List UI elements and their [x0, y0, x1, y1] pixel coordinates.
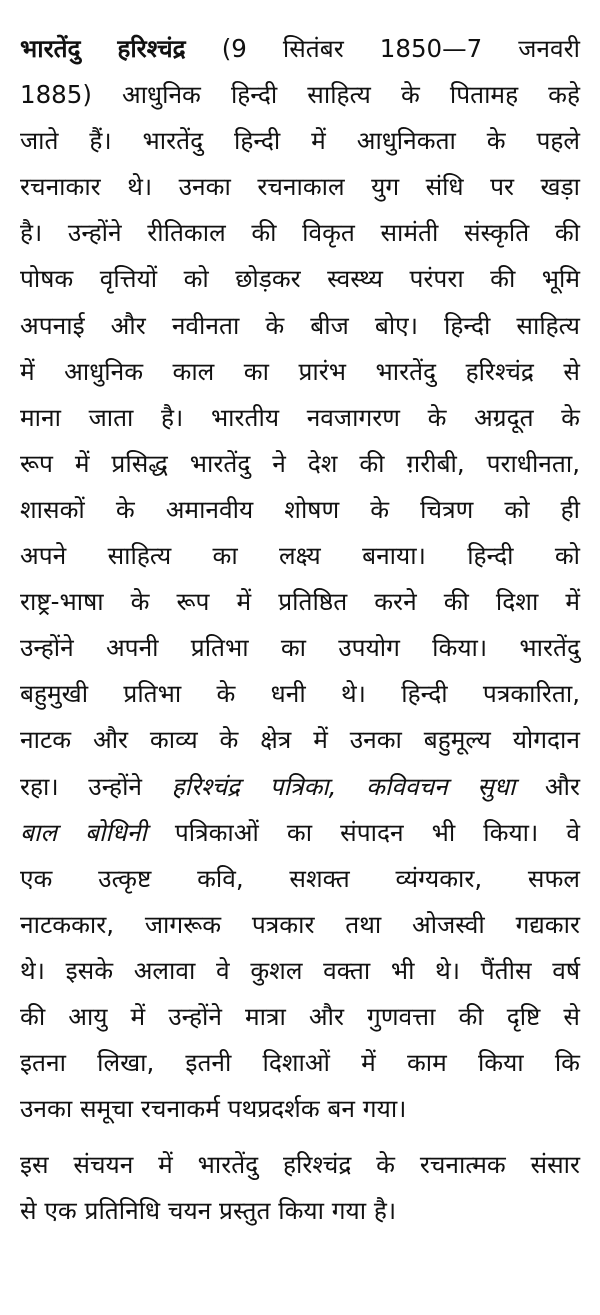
text-line: राष्ट्र-भाषा के रूप में प्रतिष्ठित करने की दिशा में: [20, 587, 580, 617]
text-fragment: पत्रिकाओं का संपादन भी किया। वे: [146, 817, 580, 847]
text-line: एक उत्कृष्ट कवि, सशक्त व्यंग्यकार, सफल: [20, 863, 580, 893]
paragraph-gap: [20, 1132, 580, 1142]
text-line: [20, 26, 580, 72]
text-line: नाटक और काव्य के क्षेत्र में उनका बहुमूल्य योगदान: [20, 725, 580, 755]
text-line: नाटककार, जागरूक पत्रकार तथा ओजस्वी गद्यकार: [20, 909, 580, 939]
text-line: की आयु में उन्होंने मात्रा और गुणवत्ता की दृष्टि से: [20, 1001, 580, 1031]
text-line: 1885) आधुनिक हिन्दी साहित्य के पितामह कहे: [20, 80, 580, 110]
magazine-title: बाल बोधिनी: [20, 817, 147, 847]
text-line: शासकों के अमानवीय शोषण के चित्रण को ही: [20, 494, 580, 524]
text-fragment: रहा। उन्होंने: [20, 771, 172, 801]
text-line: [20, 764, 580, 810]
text-line: इतना लिखा, इतनी दिशाओं में काम किया कि: [20, 1048, 580, 1078]
author-dates: (9 सितंबर 1850—7 जनवरी: [185, 34, 580, 63]
text-line: [20, 810, 580, 856]
text-fragment: और: [515, 771, 580, 801]
text-line: से एक प्रतिनिधि चयन प्रस्तुत किया गया है।: [20, 1196, 397, 1226]
text-line: में आधुनिक काल का प्रारंभ भारतेंदु हरिश्चंद्र से: [20, 356, 580, 386]
compilation-paragraph: [20, 1142, 580, 1234]
text-line: थे। इसके अलावा वे कुशल वक्ता भी थे। पैंतीस वर्ष: [20, 955, 580, 985]
text-line: माना जाता है। भारतीय नवजागरण के अग्रदूत के: [20, 402, 580, 432]
text-line: उन्होंने अपनी प्रतिभा का उपयोग किया। भारतेंदु: [20, 633, 580, 663]
text-line: बहुमुखी प्रतिभा के धनी थे। हिन्दी पत्रकारिता,: [20, 679, 580, 709]
text-line: रचनाकार थे। उनका रचनाकाल युग संधि पर खड़ा: [20, 172, 580, 202]
text-line: इस संचयन में भारतेंदु हरिश्चंद्र के रचनात्मक संसार: [20, 1150, 580, 1180]
text-line: पोषक वृत्तियों को छोड़कर स्वस्थ्य परंपरा की भूमि: [20, 264, 580, 294]
text-line: उनका समूचा रचनाकर्म पथप्रदर्शक बन गया।: [20, 1094, 407, 1124]
text-line: रूप में प्रसिद्ध भारतेंदु ने देश की ग़रीबी, पराधीनता,: [20, 448, 580, 478]
author-name: भारतेंदु हरिश्चंद्र: [20, 34, 186, 63]
biography-paragraph: [20, 26, 580, 1132]
text-line: अपनाई और नवीनता के बीज बोए। हिन्दी साहित्य: [20, 310, 580, 340]
text-line: है। उन्होंने रीतिकाल की विकृत सामंती संस्कृति की: [20, 218, 580, 248]
text-line: जाते हैं। भारतेंदु हिन्दी में आधुनिकता के पहले: [20, 126, 580, 156]
document-page: [20, 26, 580, 1234]
text-line: अपने साहित्य का लक्ष्य बनाया। हिन्दी को: [20, 541, 580, 571]
magazine-titles: हरिश्चंद्र पत्रिका, कविवचन सुधा: [171, 771, 516, 801]
